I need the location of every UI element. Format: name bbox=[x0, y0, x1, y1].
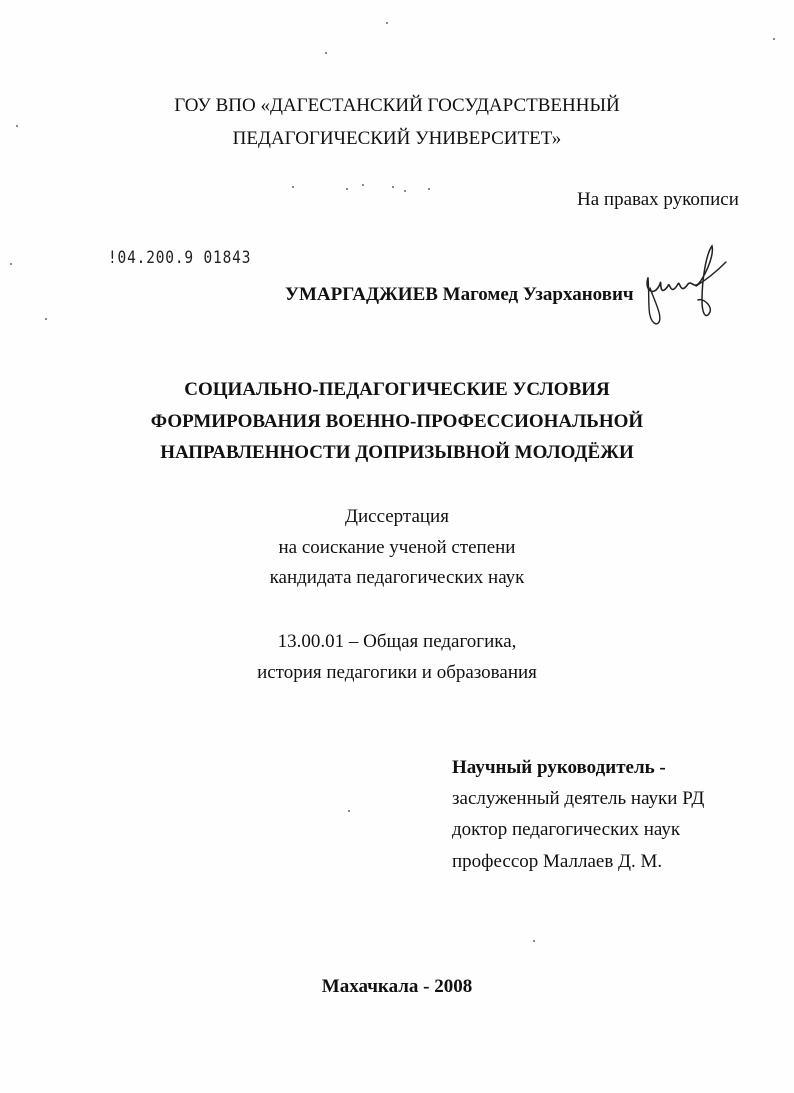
author-name: УМАРГАДЖИЕВ Магомед Узарханович bbox=[285, 284, 634, 305]
title-line-3: НАПРАВЛЕННОСТИ ДОПРИЗЫВНОЙ МОЛОДЁЖИ bbox=[160, 442, 634, 463]
scan-speck bbox=[45, 318, 47, 320]
scan-speck bbox=[773, 38, 775, 40]
degree-line-3: кандидата педагогических наук bbox=[269, 567, 525, 588]
scan-speck bbox=[348, 810, 350, 812]
degree-line-2: на соискание ученой степени bbox=[278, 537, 516, 558]
scan-speck bbox=[292, 186, 294, 188]
scan-speck bbox=[392, 186, 394, 188]
supervisor-line-1: заслуженный деятель науки РД bbox=[452, 788, 705, 809]
institution-line-1: ГОУ ВПО «ДАГЕСТАНСКИЙ ГОСУДАРСТВЕННЫЙ bbox=[174, 95, 620, 116]
author-signature bbox=[640, 240, 730, 330]
scan-speck bbox=[362, 184, 364, 186]
title-line-2: ФОРМИРОВАНИЯ ВОЕННО-ПРОФЕССИОНАЛЬНОЙ bbox=[150, 411, 644, 432]
scan-speck bbox=[404, 190, 406, 192]
scan-speck bbox=[428, 188, 430, 190]
scan-speck bbox=[325, 52, 327, 54]
registry-stamp: !04.200.9 01843 bbox=[108, 248, 252, 268]
specialty-line-2: история педагогики и образования bbox=[257, 662, 537, 683]
supervisor-heading: Научный руководитель - bbox=[452, 757, 666, 778]
degree-line-1: Диссертация bbox=[345, 506, 449, 527]
scan-speck bbox=[10, 263, 12, 265]
supervisor-line-2: доктор педагогических наук bbox=[452, 819, 681, 840]
scan-speck bbox=[386, 22, 388, 24]
scan-speck bbox=[346, 188, 348, 190]
institution-line-2: ПЕДАГОГИЧЕСКИЙ УНИВЕРСИТЕТ» bbox=[232, 128, 562, 149]
specialty-line-1: 13.00.01 – Общая педагогика, bbox=[277, 631, 517, 652]
scan-speck bbox=[533, 940, 535, 942]
title-line-1: СОЦИАЛЬНО-ПЕДАГОГИЧЕСКИЕ УСЛОВИЯ bbox=[184, 379, 610, 400]
city-year: Махачкала - 2008 bbox=[321, 976, 473, 997]
supervisor-line-3: профессор Маллаев Д. М. bbox=[452, 851, 663, 872]
manuscript-note: На правах рукописи bbox=[577, 189, 739, 210]
